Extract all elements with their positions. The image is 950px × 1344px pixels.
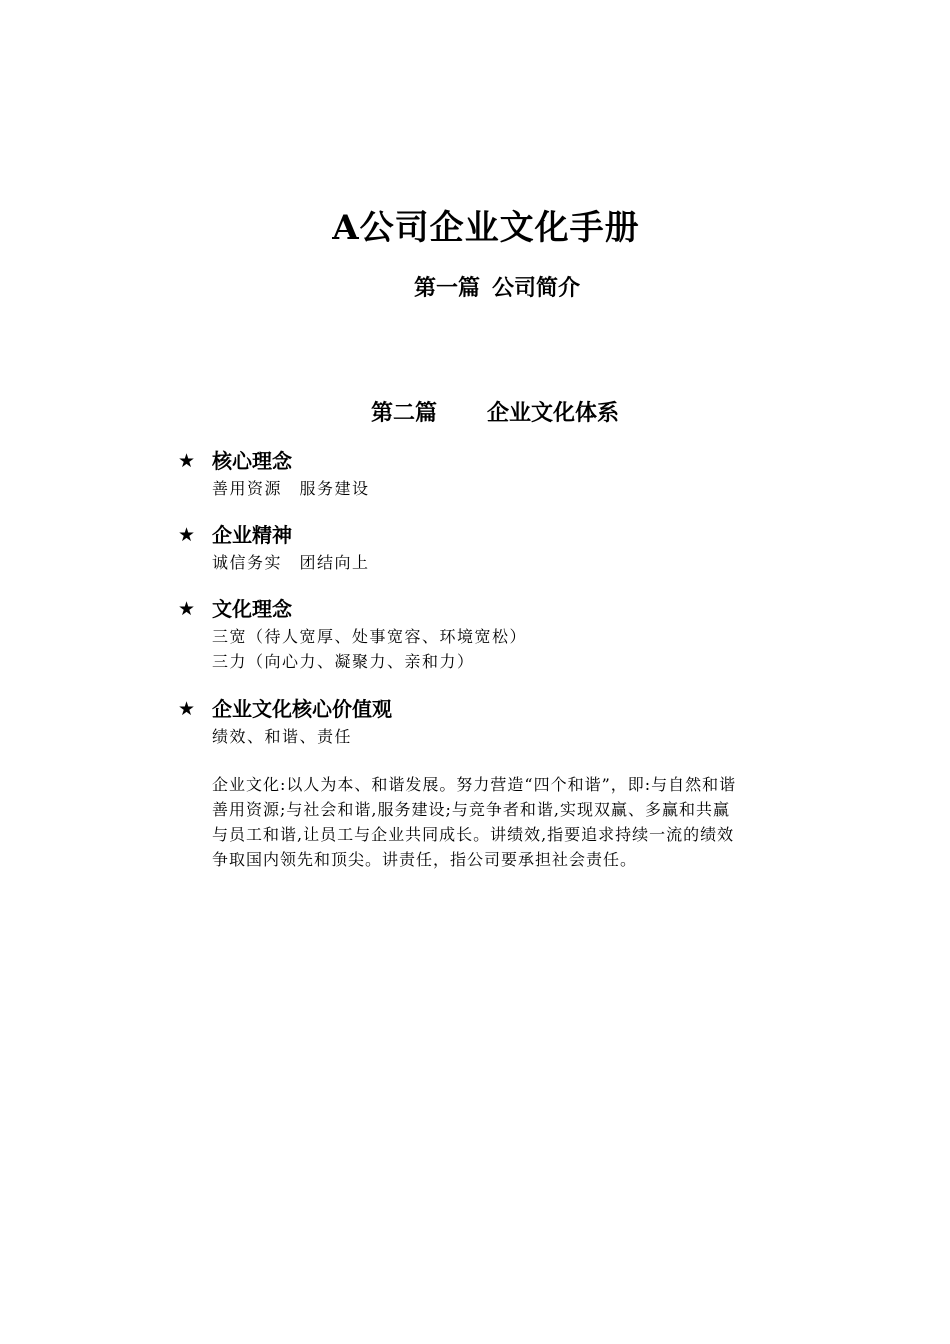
section-line: 三力（向心力、凝聚力、亲和力） — [212, 652, 475, 671]
section-line: 诚信务实 团结向上 — [212, 553, 370, 572]
star-bullet-icon: ★ — [178, 524, 196, 546]
part-two-name: 企业文化体系 — [487, 401, 620, 426]
section-enterprise-spirit — [178, 520, 818, 575]
section-title: 企业精神 — [212, 523, 292, 547]
paragraph-line: 企业文化:以人为本、和谐发展。努力营造“四个和谐”，即:与自然和谐 — [212, 775, 737, 794]
section-line: 善用资源 服务建设 — [212, 479, 370, 498]
part-one-name: 公司简介 — [492, 276, 581, 301]
star-bullet-icon: ★ — [178, 450, 196, 472]
section-line: 绩效、和谐、责任 — [212, 727, 353, 746]
paragraph-line: 善用资源;与社会和谐,服务建设;与竞争者和谐,实现双赢、多赢和共赢 — [212, 800, 730, 819]
star-bullet-icon: ★ — [178, 698, 196, 720]
section-title: 核心理念 — [212, 449, 292, 473]
part-two-label: 第二篇 — [371, 401, 438, 426]
document-title: A公司企业文化手册 — [332, 208, 640, 248]
paragraph-line: 争取国内领先和顶尖。讲责任，指公司要承担社会责任。 — [212, 850, 638, 869]
paragraph-line: 与员工和谐,让员工与企业共同成长。讲绩效,指要追求持续一流的绩效 — [212, 825, 735, 844]
part-one-label: 第一篇 — [414, 276, 481, 301]
section-title: 企业文化核心价值观 — [212, 697, 392, 721]
part-two-heading — [371, 396, 619, 427]
section-line: 三宽（待人宽厚、处事宽容、环境宽松） — [212, 627, 528, 646]
section-core-concept — [178, 446, 818, 501]
star-bullet-icon: ★ — [178, 598, 196, 620]
part-one-heading — [414, 271, 580, 302]
section-culture-concept — [178, 594, 818, 674]
section-title: 文化理念 — [212, 597, 292, 621]
culture-paragraph — [212, 772, 812, 872]
section-core-values — [178, 694, 818, 749]
